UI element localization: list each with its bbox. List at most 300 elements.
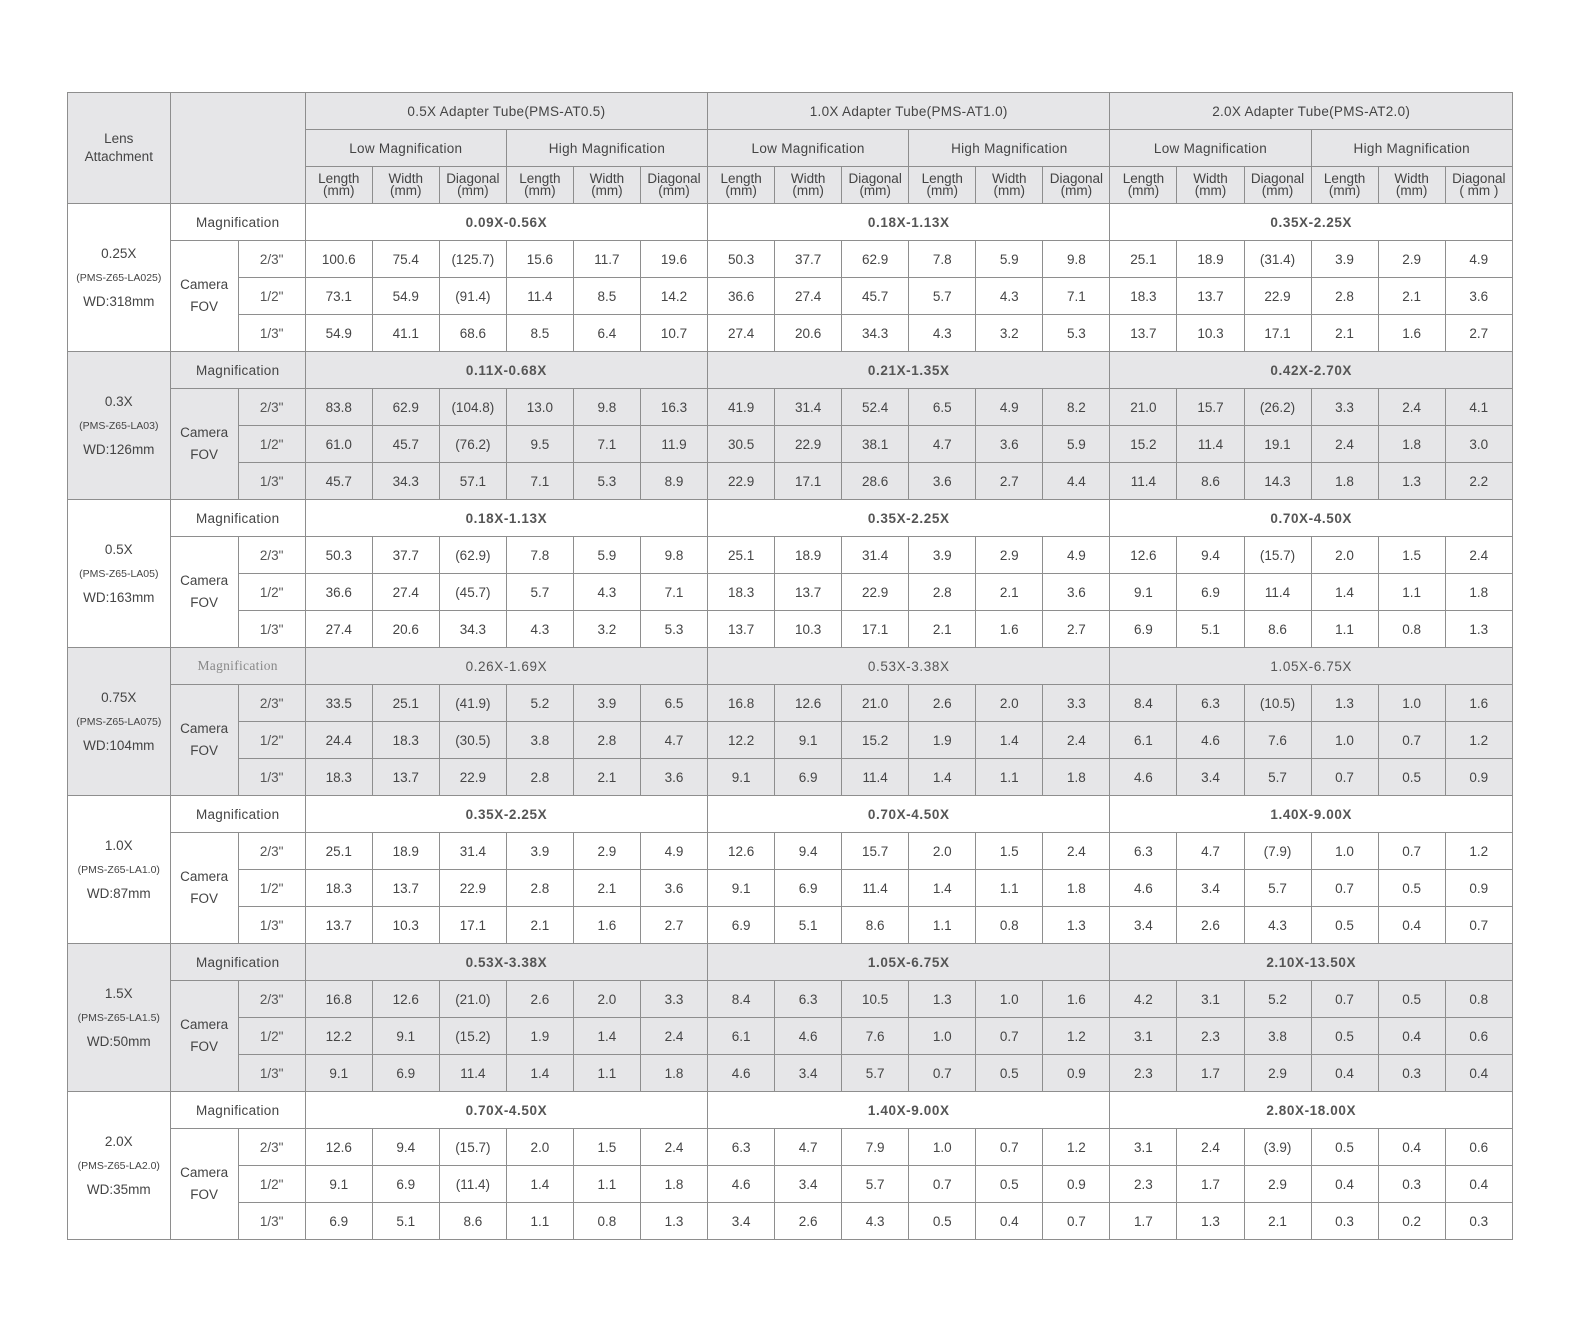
lens-model: (PMS-Z65-LA2.0)	[77, 1159, 160, 1172]
fov-value: 10.3	[1177, 315, 1244, 352]
magnification-range: 0.70X-4.50X	[1110, 500, 1513, 537]
camera-fov-line-1: Camera	[180, 425, 229, 440]
fov-value: 4.3	[842, 1203, 909, 1240]
fov-value: 13.7	[305, 907, 372, 944]
fov-value: 2.4	[1043, 833, 1110, 870]
fov-value: 1.4	[1311, 574, 1378, 611]
tube-header-0-5x: 0.5X Adapter Tube(PMS-AT0.5)	[305, 93, 707, 130]
column-header-unit: (mm)	[926, 183, 958, 198]
fov-value: 1.7	[1110, 1203, 1177, 1240]
fov-value: 1.3	[640, 1203, 707, 1240]
lens-model: (PMS-Z65-LA1.5)	[77, 1011, 160, 1024]
fov-value: 1.7	[1177, 1055, 1244, 1092]
fov-value: 13.7	[775, 574, 842, 611]
fov-value: 4.7	[775, 1129, 842, 1166]
fov-value: 1.1	[573, 1166, 640, 1203]
fov-value: 1.6	[1043, 981, 1110, 1018]
fov-value: 2.8	[506, 759, 573, 796]
magnification-range: 0.53X-3.38X	[708, 648, 1110, 685]
fov-value: 1.4	[506, 1166, 573, 1203]
fov-value: 3.0	[1445, 426, 1512, 463]
fov-value: 1.0	[1311, 833, 1378, 870]
fov-value: 3.3	[640, 981, 707, 1018]
fov-value: 25.1	[1110, 241, 1177, 278]
fov-value: (104.8)	[439, 389, 506, 426]
fov-value: 2.7	[1445, 315, 1512, 352]
lens-name: 1.5X	[104, 985, 133, 1001]
magnification-label: Magnification	[170, 204, 305, 241]
fov-value: 12.6	[372, 981, 439, 1018]
fov-value: 0.7	[1311, 870, 1378, 907]
fov-value: 4.7	[640, 722, 707, 759]
fov-value: 2.8	[909, 574, 976, 611]
camera-fov-label	[170, 685, 238, 796]
sensor-size: 1/3"	[238, 1055, 305, 1092]
fov-value: 37.7	[775, 241, 842, 278]
fov-value: 41.1	[372, 315, 439, 352]
column-header	[708, 167, 775, 204]
fov-value: 9.1	[775, 722, 842, 759]
fov-value: 2.3	[1177, 1018, 1244, 1055]
fov-value: 45.7	[372, 426, 439, 463]
fov-value: 1.0	[976, 981, 1043, 1018]
fov-value: 19.6	[640, 241, 707, 278]
sensor-row	[68, 315, 1513, 352]
fov-value: 0.7	[1378, 722, 1445, 759]
fov-value: 2.7	[640, 907, 707, 944]
fov-value: 0.4	[976, 1203, 1043, 1240]
fov-value: 5.3	[573, 463, 640, 500]
fov-value: 6.9	[372, 1055, 439, 1092]
fov-value: 1.6	[1445, 685, 1512, 722]
camera-fov-line-1: Camera	[180, 277, 229, 292]
fov-value: 4.9	[1043, 537, 1110, 574]
fov-value: 6.1	[708, 1018, 775, 1055]
fov-value: 0.7	[976, 1018, 1043, 1055]
fov-value: 5.7	[909, 278, 976, 315]
sensor-row	[68, 685, 1513, 722]
fov-value: 24.4	[305, 722, 372, 759]
camera-fov-label	[170, 833, 238, 944]
fov-value: 41.9	[708, 389, 775, 426]
fov-value: 12.6	[775, 685, 842, 722]
fov-value: 0.7	[976, 1129, 1043, 1166]
fov-value: (11.4)	[439, 1166, 506, 1203]
sensor-row	[68, 278, 1513, 315]
sensor-size: 1/2"	[238, 278, 305, 315]
magnification-label: Magnification	[170, 352, 305, 389]
sensor-size: 2/3"	[238, 389, 305, 426]
low-mag-header: Low Magnification	[708, 130, 909, 167]
column-header-name: Diagonal	[1250, 171, 1305, 186]
sensor-row	[68, 1203, 1513, 1240]
fov-value: 50.3	[708, 241, 775, 278]
fov-value: 6.3	[1177, 685, 1244, 722]
fov-value: 1.1	[909, 907, 976, 944]
fov-value: 18.3	[305, 870, 372, 907]
fov-value: 3.6	[976, 426, 1043, 463]
fov-value: 5.9	[1043, 426, 1110, 463]
fov-value: 7.1	[573, 426, 640, 463]
fov-value: 27.4	[305, 611, 372, 648]
fov-value: 25.1	[708, 537, 775, 574]
sensor-row	[68, 389, 1513, 426]
fov-value: 18.9	[1177, 241, 1244, 278]
fov-value: 0.6	[1445, 1129, 1512, 1166]
magnification-row	[68, 352, 1513, 389]
magnification-range: 0.26X-1.69X	[305, 648, 707, 685]
column-header	[976, 167, 1043, 204]
column-header-name: Length	[1122, 171, 1165, 186]
fov-value: 3.6	[640, 759, 707, 796]
fov-value: 0.8	[573, 1203, 640, 1240]
fov-value: 18.3	[372, 722, 439, 759]
fov-value: 18.9	[775, 537, 842, 574]
fov-value: 9.1	[708, 870, 775, 907]
column-header-unit: (mm)	[1328, 183, 1361, 198]
column-header	[439, 167, 506, 204]
fov-value: 50.3	[305, 537, 372, 574]
fov-value: 9.5	[506, 426, 573, 463]
fov-value: 0.5	[1311, 907, 1378, 944]
fov-value: 9.1	[1110, 574, 1177, 611]
fov-value: 1.8	[1445, 574, 1512, 611]
sensor-row	[68, 870, 1513, 907]
sensor-size: 2/3"	[238, 833, 305, 870]
fov-value: 1.4	[909, 759, 976, 796]
fov-value: 9.4	[775, 833, 842, 870]
fov-value: 3.4	[1177, 870, 1244, 907]
fov-value: 0.5	[1378, 759, 1445, 796]
fov-value: 54.9	[372, 278, 439, 315]
fov-value: 1.2	[1445, 722, 1512, 759]
fov-value: 1.3	[1043, 907, 1110, 944]
fov-value: 3.3	[1043, 685, 1110, 722]
fov-value: 15.7	[842, 833, 909, 870]
fov-value: 16.8	[305, 981, 372, 1018]
fov-value: 4.9	[1445, 241, 1512, 278]
fov-value: 2.1	[1311, 315, 1378, 352]
fov-value: 15.6	[506, 241, 573, 278]
column-header-name: Width	[1394, 171, 1429, 186]
camera-fov-line-2: FOV	[190, 595, 219, 610]
lens-attachment-header	[68, 93, 171, 204]
fov-value: 2.0	[1311, 537, 1378, 574]
fov-value: 1.8	[640, 1166, 707, 1203]
fov-value: 0.5	[976, 1055, 1043, 1092]
column-header	[1378, 167, 1445, 204]
fov-value: 2.1	[1378, 278, 1445, 315]
column-header-name: Length	[519, 171, 561, 186]
fov-value: 16.8	[708, 685, 775, 722]
fov-value: 1.5	[1378, 537, 1445, 574]
magnification-range: 1.05X-6.75X	[708, 944, 1110, 981]
fov-value: 13.7	[1177, 278, 1244, 315]
magnification-range: 1.05X-6.75X	[1110, 648, 1513, 685]
fov-value: 12.6	[1110, 537, 1177, 574]
fov-value: 1.3	[1177, 1203, 1244, 1240]
fov-value: 61.0	[305, 426, 372, 463]
sensor-size: 1/3"	[238, 907, 305, 944]
camera-fov-line-1: Camera	[180, 573, 229, 588]
sensor-size: 1/2"	[238, 722, 305, 759]
fov-value: 6.3	[775, 981, 842, 1018]
column-header-name: Length	[318, 171, 360, 186]
lens-name: 1.0X	[104, 837, 133, 853]
working-distance: WD:87mm	[86, 885, 151, 901]
fov-value: 1.6	[976, 611, 1043, 648]
fov-value: 4.3	[573, 574, 640, 611]
magnification-range: 0.35X-2.25X	[708, 500, 1110, 537]
fov-value: 3.4	[708, 1203, 775, 1240]
working-distance: WD:35mm	[86, 1181, 151, 1197]
fov-value: 68.6	[439, 315, 506, 352]
fov-value: 7.6	[842, 1018, 909, 1055]
column-header	[1177, 167, 1244, 204]
fov-value: 1.4	[573, 1018, 640, 1055]
column-header-unit: (mm)	[323, 183, 355, 198]
fov-value: 6.9	[775, 870, 842, 907]
fov-value: 4.1	[1445, 389, 1512, 426]
fov-value: 1.7	[1177, 1166, 1244, 1203]
fov-value: 3.1	[1110, 1018, 1177, 1055]
fov-value: 2.8	[506, 870, 573, 907]
fov-value: 1.6	[1378, 315, 1445, 352]
column-header	[1043, 167, 1110, 204]
fov-value: 2.1	[1244, 1203, 1311, 1240]
magnification-range: 0.35X-2.25X	[305, 796, 707, 833]
fov-value: 31.4	[439, 833, 506, 870]
fov-value: 34.3	[372, 463, 439, 500]
column-header-unit: (mm)	[1194, 183, 1227, 198]
magnification-range: 0.70X-4.50X	[708, 796, 1110, 833]
fov-value: 1.9	[506, 1018, 573, 1055]
column-header	[1244, 167, 1311, 204]
fov-value: 5.7	[842, 1055, 909, 1092]
fov-value: 1.8	[1043, 759, 1110, 796]
fov-value: (41.9)	[439, 685, 506, 722]
fov-value: 4.7	[909, 426, 976, 463]
column-header-name: Length	[921, 171, 963, 186]
fov-value: 8.5	[506, 315, 573, 352]
fov-value: 8.6	[439, 1203, 506, 1240]
fov-value: 0.9	[1445, 759, 1512, 796]
fov-value: 1.3	[909, 981, 976, 1018]
fov-value: 17.1	[775, 463, 842, 500]
column-header-unit: (mm)	[725, 183, 757, 198]
fov-value: 6.3	[708, 1129, 775, 1166]
fov-value: 12.2	[305, 1018, 372, 1055]
fov-value: 10.5	[842, 981, 909, 1018]
fov-value: 11.7	[573, 241, 640, 278]
fov-value: 0.7	[1445, 907, 1512, 944]
fov-value: 0.4	[1378, 1018, 1445, 1055]
lens-name: 2.0X	[104, 1133, 133, 1149]
fov-value: 6.9	[372, 1166, 439, 1203]
fov-value: 13.7	[372, 870, 439, 907]
fov-value: 2.6	[909, 685, 976, 722]
fov-value: 4.3	[1244, 907, 1311, 944]
fov-value: 3.4	[775, 1055, 842, 1092]
fov-value: 0.3	[1378, 1055, 1445, 1092]
sensor-row	[68, 907, 1513, 944]
column-header-unit: (mm)	[591, 183, 623, 198]
fov-value: 2.4	[1311, 426, 1378, 463]
fov-value: (45.7)	[439, 574, 506, 611]
sensor-size: 1/2"	[238, 870, 305, 907]
column-header-name: Length	[720, 171, 762, 186]
low-mag-header: Low Magnification	[305, 130, 506, 167]
fov-value: 8.5	[573, 278, 640, 315]
fov-value: 0.5	[1311, 1129, 1378, 1166]
sensor-size: 1/2"	[238, 426, 305, 463]
fov-value: 4.7	[1177, 833, 1244, 870]
camera-fov-label	[170, 981, 238, 1092]
fov-value: 20.6	[372, 611, 439, 648]
fov-value: 10.7	[640, 315, 707, 352]
fov-value: 8.4	[708, 981, 775, 1018]
fov-value: 34.3	[439, 611, 506, 648]
fov-value: 7.1	[506, 463, 573, 500]
sensor-size: 1/2"	[238, 1166, 305, 1203]
sensor-row	[68, 426, 1513, 463]
fov-value: 36.6	[708, 278, 775, 315]
fov-value: 4.6	[1110, 870, 1177, 907]
fov-value: 0.3	[1378, 1166, 1445, 1203]
column-header-name: Diagonal	[647, 171, 701, 186]
column-header	[372, 167, 439, 204]
column-header-unit: ( mm )	[1459, 183, 1499, 198]
fov-value: 2.4	[640, 1129, 707, 1166]
fov-value: 5.1	[372, 1203, 439, 1240]
fov-value: 8.4	[1110, 685, 1177, 722]
fov-value: (30.5)	[439, 722, 506, 759]
lens-model: (PMS-Z65-LA03)	[79, 419, 159, 432]
sensor-row	[68, 1129, 1513, 1166]
fov-value: 18.3	[305, 759, 372, 796]
fov-value: 0.9	[1445, 870, 1512, 907]
fov-value: 7.6	[1244, 722, 1311, 759]
fov-value: 1.5	[976, 833, 1043, 870]
camera-fov-line-1: Camera	[180, 1165, 229, 1180]
sensor-size: 2/3"	[238, 1129, 305, 1166]
fov-value: 0.3	[1445, 1203, 1512, 1240]
fov-value: 9.8	[640, 537, 707, 574]
fov-value: (31.4)	[1244, 241, 1311, 278]
fov-value: 33.5	[305, 685, 372, 722]
header-row-tubes	[68, 93, 1513, 130]
camera-fov-line-2: FOV	[190, 447, 219, 462]
camera-fov-line-2: FOV	[190, 1039, 219, 1054]
sensor-size: 2/3"	[238, 981, 305, 1018]
fov-value: 3.3	[1311, 389, 1378, 426]
fov-value: 34.3	[842, 315, 909, 352]
fov-value: 100.6	[305, 241, 372, 278]
lens-attachment-cell	[68, 796, 171, 944]
camera-fov-label	[170, 1129, 238, 1240]
fov-value: (76.2)	[439, 426, 506, 463]
fov-value: 13.0	[506, 389, 573, 426]
camera-fov-line-2: FOV	[190, 1187, 219, 1202]
fov-value: 6.5	[640, 685, 707, 722]
fov-value: 4.9	[976, 389, 1043, 426]
magnification-label: Magnification	[170, 944, 305, 981]
fov-value: 4.6	[708, 1166, 775, 1203]
fov-value: 21.0	[1110, 389, 1177, 426]
fov-value: 3.6	[640, 870, 707, 907]
lens-attachment-cell	[68, 500, 171, 648]
fov-value: 38.1	[842, 426, 909, 463]
fov-value: 28.6	[842, 463, 909, 500]
camera-fov-line-1: Camera	[180, 721, 229, 736]
fov-value: 36.6	[305, 574, 372, 611]
fov-value: 4.3	[506, 611, 573, 648]
lens-model: (PMS-Z65-LA05)	[79, 567, 159, 580]
fov-value: 27.4	[372, 574, 439, 611]
fov-value: 4.2	[1110, 981, 1177, 1018]
fov-value: 3.6	[1445, 278, 1512, 315]
fov-value: 3.4	[1177, 759, 1244, 796]
column-header-unit: (mm)	[1127, 183, 1160, 198]
fov-value: 2.7	[1043, 611, 1110, 648]
fov-value: 3.2	[976, 315, 1043, 352]
fov-value: (15.7)	[439, 1129, 506, 1166]
fov-value: (125.7)	[439, 241, 506, 278]
fov-value: 2.1	[976, 574, 1043, 611]
fov-value: 1.4	[506, 1055, 573, 1092]
fov-value: 57.1	[439, 463, 506, 500]
magnification-row	[68, 648, 1513, 685]
fov-value: 11.9	[640, 426, 707, 463]
camera-fov-line-2: FOV	[190, 299, 219, 314]
column-header-name: Length	[1323, 171, 1366, 186]
fov-value: 2.1	[909, 611, 976, 648]
fov-value: 2.0	[506, 1129, 573, 1166]
fov-value: 0.8	[1378, 611, 1445, 648]
fov-value: 5.7	[1244, 870, 1311, 907]
magnification-row	[68, 500, 1513, 537]
fov-value: 0.7	[1378, 833, 1445, 870]
fov-value: 2.9	[573, 833, 640, 870]
fov-value: 11.4	[1110, 463, 1177, 500]
fov-value: 1.2	[1043, 1018, 1110, 1055]
fov-value: 1.4	[909, 870, 976, 907]
lens-name: 0.25X	[101, 245, 137, 261]
fov-value: 9.1	[305, 1055, 372, 1092]
fov-value: 6.1	[1110, 722, 1177, 759]
fov-value: 1.4	[976, 722, 1043, 759]
column-header-unit: (mm)	[1060, 183, 1093, 198]
working-distance: WD:318mm	[83, 293, 155, 309]
fov-value: 1.1	[976, 870, 1043, 907]
fov-value: 5.3	[1043, 315, 1110, 352]
column-header	[1110, 167, 1177, 204]
sensor-row	[68, 1055, 1513, 1092]
column-header	[1445, 167, 1512, 204]
fov-value: 2.6	[1177, 907, 1244, 944]
sensor-row	[68, 241, 1513, 278]
fov-value: 31.4	[775, 389, 842, 426]
magnification-row	[68, 204, 1513, 241]
fov-value: 0.7	[1043, 1203, 1110, 1240]
fov-value: (91.4)	[439, 278, 506, 315]
magnification-row	[68, 796, 1513, 833]
fov-value: 2.4	[1378, 389, 1445, 426]
fov-value: 2.1	[573, 870, 640, 907]
magnification-range: 0.53X-3.38X	[305, 944, 707, 981]
fov-value: 1.8	[1378, 426, 1445, 463]
fov-value: 9.8	[1043, 241, 1110, 278]
